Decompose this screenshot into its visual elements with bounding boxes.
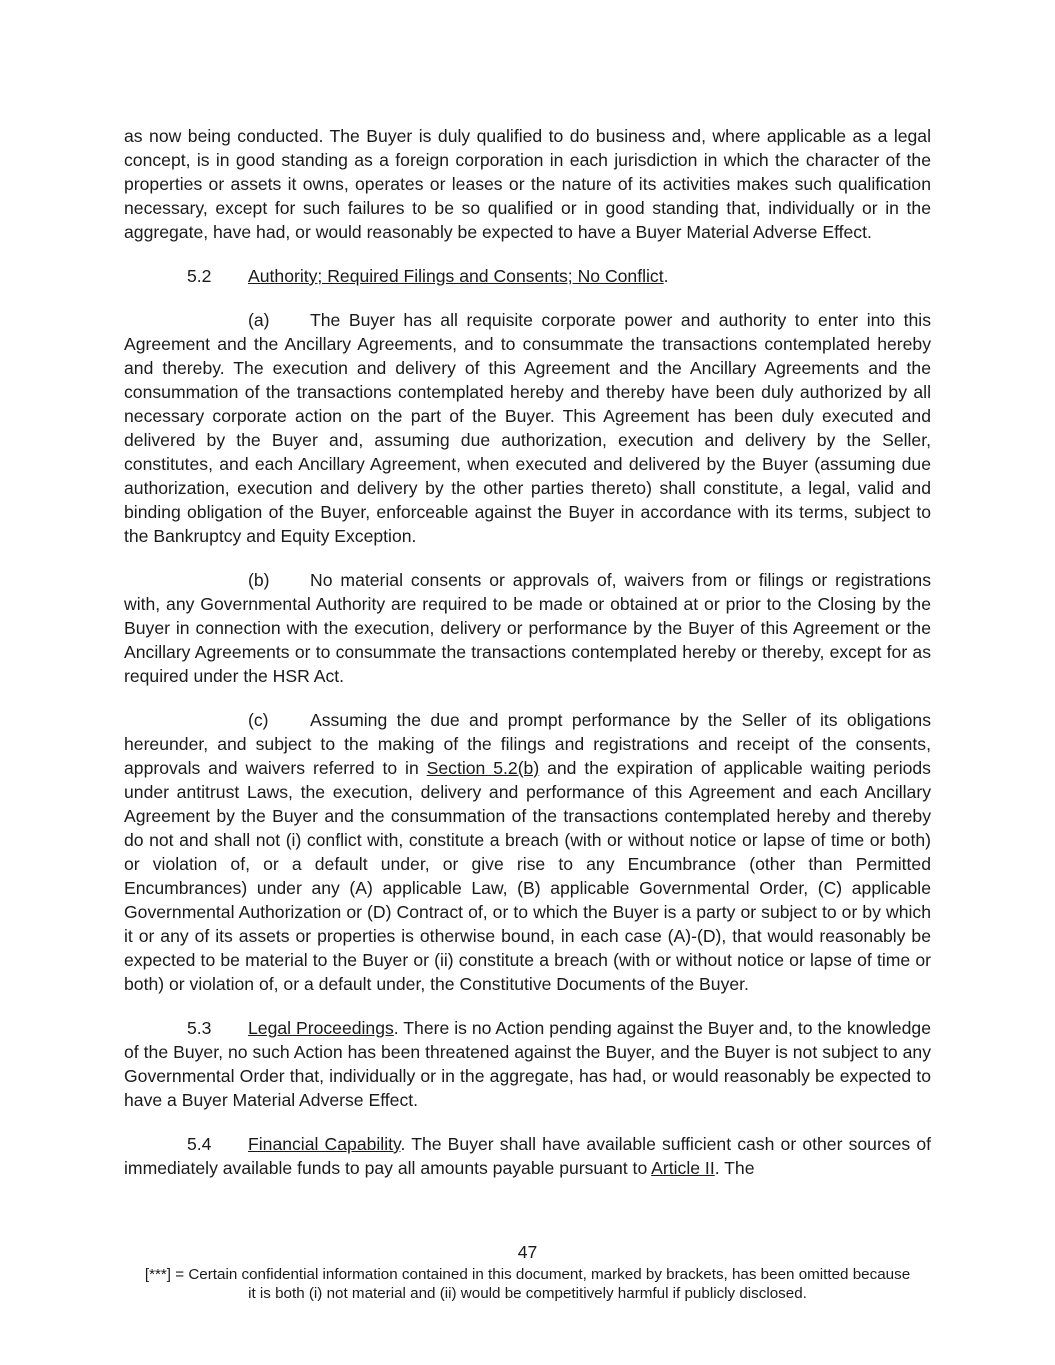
subsection-label: (b)	[248, 570, 270, 590]
section-title: Financial Capability	[248, 1134, 401, 1154]
section-5-4-paragraph	[124, 1132, 931, 1180]
section-text-before: . The Buyer shall have available sufficient cash or other sources of immediately available funds to pay all amounts payable pursuant to	[124, 1134, 932, 1178]
section-number: 5.2	[187, 266, 212, 286]
section-5-2-b-paragraph	[124, 568, 931, 688]
footnote-line-1: [***] = Certain confidential information contained in this document, marked by brackets, has been omitted because	[144, 1266, 911, 1283]
section-title: Legal Proceedings	[248, 1018, 394, 1038]
subsection-label: (a)	[248, 310, 270, 330]
subsection-text-after: and the expiration of applicable waiting periods under antitrust Laws, the execution, delivery and performance of this Agreement and each Ancillary Agreement by the Buyer and the consummation of the transactions contemplated hereby and thereby do not and shall not (i) conflict with, constitute a breach (with or without notice or lapse of time or both) or violation of, or a default under, or give rise to any Encumbrance (other than Permitted Encumbrances) under any (A) applicable Law, (B) applicable Governmental Order, (C) applicable Governmental Authorization or (D) Contract of, or to which the Buyer is a party or subject to or by which it or any of its assets or properties is otherwise bound, in each case (A)-(D), that would reasonably be expected to be material to the Buyer or (ii) constitute a breach (with or without notice or lapse of time or both) or violation of, or a default under, the Constitutive Documents of the Buyer.	[124, 758, 931, 994]
footnote-line-2: it is both (i) not material and (ii) would be competitively harmful if publicly disclosed.	[248, 1285, 807, 1302]
subsection-text: The Buyer has all requisite corporate power and authority to enter into this Agreement and the Ancillary Agreements, and to consummate the transactions contemplated hereby and thereby. The execution and delivery of this Agreement and the Ancillary Agreements and the consummation of the transactions contemplated hereby and thereby have been duly authorized by all necessary corporate action on the part of the Buyer. This Agreement has been duly executed and delivered by the Buyer and, assuming due authorization, execution and delivery by the Seller, constitutes, and each Ancillary Agreement, when executed and delivered by the Buyer (assuming due authorization, execution and delivery by the other parties thereto) shall constitute, a legal, valid and binding obligation of the Buyer, enforceable against the Buyer in accordance with its terms, subject to the Bankruptcy and Equity Exception.	[124, 310, 931, 546]
section-5-2-a-paragraph	[124, 308, 931, 548]
section-text-after: . The	[714, 1158, 755, 1178]
intro-paragraph	[124, 124, 931, 244]
intro-text: as now being conducted. The Buyer is duly qualified to do business and, where applicable as a legal concept, is in good standing as a foreign corporation in each jurisdiction in which the character of the properties or assets it owns, operates or leases or the nature of its activities makes such qualification necessary, except for such failures to be so qualified or in good standing that, individually or in the aggregate, have had, or would reasonably be expected to have a Buyer Material Adverse Effect.	[124, 126, 931, 242]
confidentiality-footnote	[124, 1265, 931, 1303]
page-number: 47	[517, 1242, 538, 1262]
subsection-label: (c)	[248, 710, 269, 730]
heading-period: .	[663, 266, 669, 286]
article-ii-link[interactable]: Article II	[651, 1158, 715, 1178]
section-5-2-heading	[124, 264, 931, 288]
section-title: Authority; Required Filings and Consents; No Conflict	[248, 266, 664, 286]
subsection-text: No material consents or approvals of, waivers from or filings or registrations with, any Governmental Authority are required to be made or obtained at or prior to the Closing by the Buyer in connection with the execution, delivery or performance by the Buyer of this Agreement or the Ancillary Agreements or to consummate the transactions contemplated hereby or thereby, except for as required under the HSR Act.	[124, 570, 931, 686]
section-5-3-paragraph	[124, 1016, 931, 1112]
subsection-text-before: Assuming the due and prompt performance by the Seller of its obligations hereunder, and subject to the making of the filings and registrations and receipt of the consents, approvals and waivers referred to in	[124, 710, 931, 778]
section-number: 5.4	[187, 1134, 212, 1154]
section-5-2-c-paragraph	[124, 708, 931, 996]
section-5-2-b-link[interactable]: Section 5.2(b)	[426, 758, 540, 778]
document-page	[124, 124, 931, 1200]
section-number: 5.3	[187, 1018, 212, 1038]
section-text: . There is no Action pending against the Buyer and, to the knowledge of the Buyer, no such Action has been threatened against the Buyer, and the Buyer is not subject to any Governmental Order that, individually or in the aggregate, has had, or would reasonably be expected to have a Buyer Material Adverse Effect.	[124, 1018, 931, 1110]
